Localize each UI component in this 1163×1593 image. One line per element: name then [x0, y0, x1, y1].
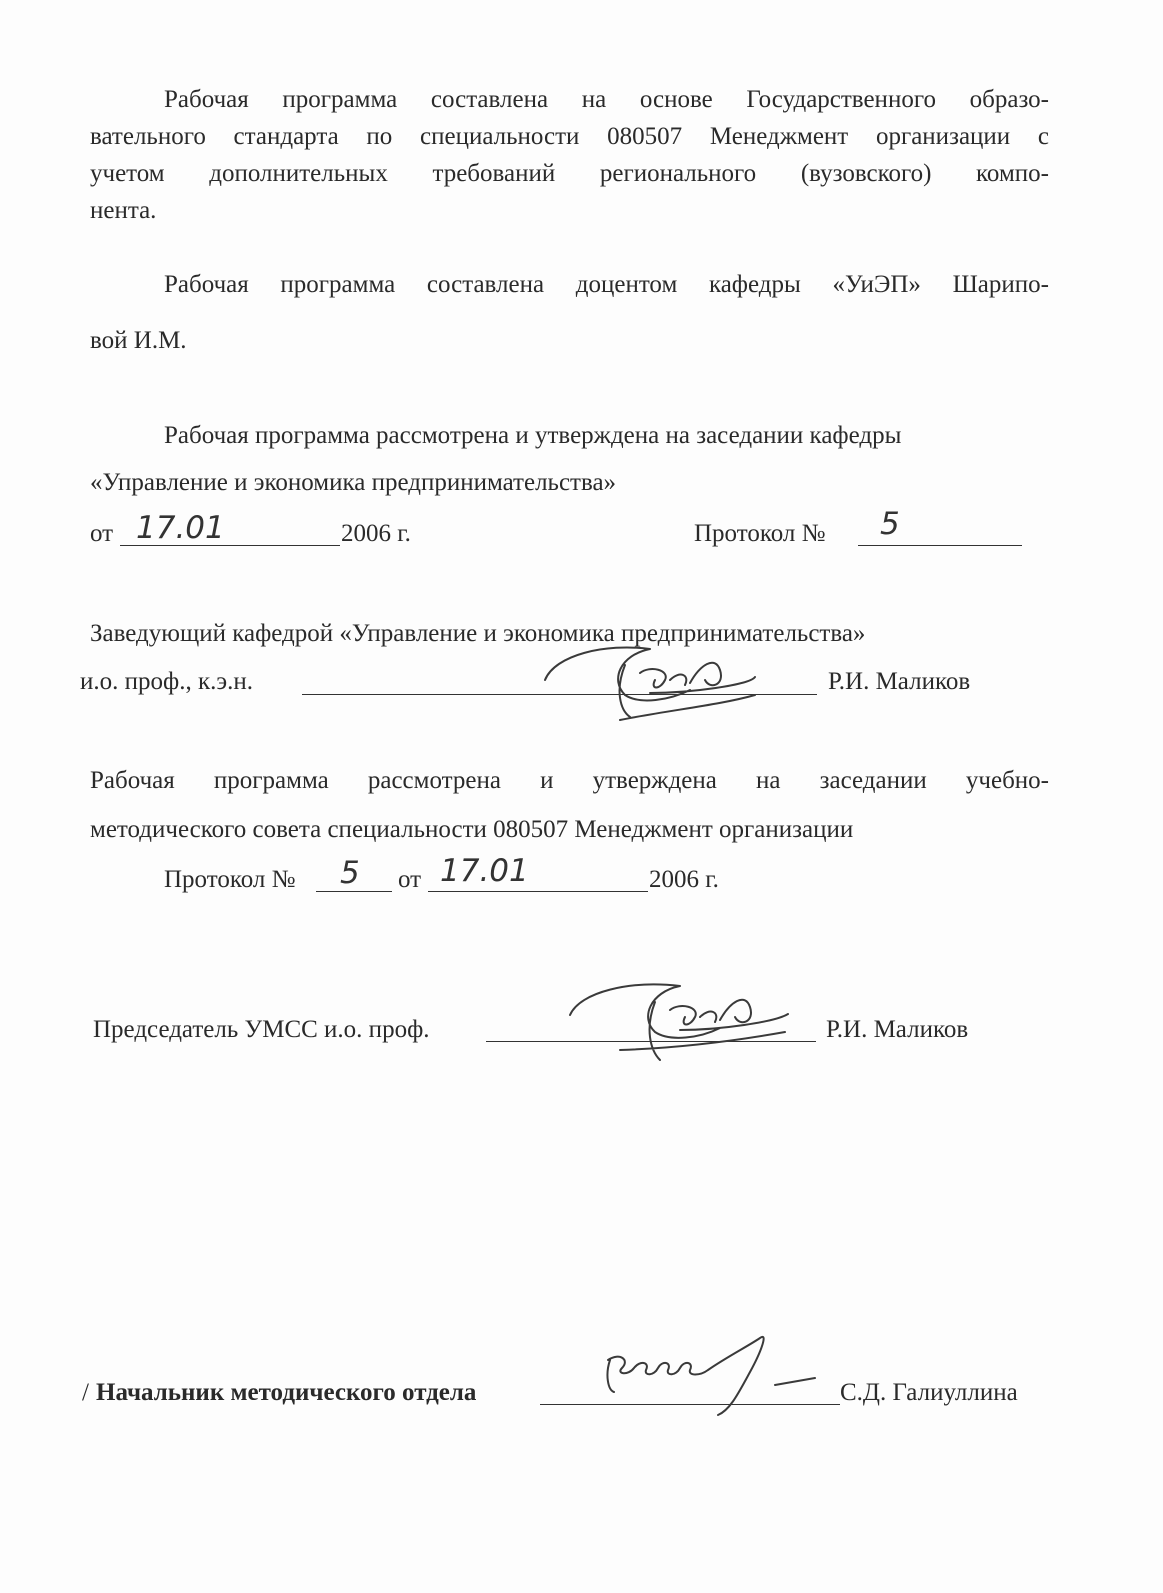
methodical-slash: /: [82, 1379, 89, 1406]
council-date-prefix: от: [398, 866, 422, 893]
paragraph1-line4: нента.: [90, 197, 157, 224]
chairman-name: Р.И. Маликов: [826, 1016, 969, 1043]
methodical-signature: [600, 1330, 830, 1425]
methodical-label: Начальник методического отдела: [96, 1379, 477, 1406]
head-title: и.о. проф., к.э.н.: [80, 668, 253, 695]
council-protocol-handwritten: 5: [340, 855, 360, 891]
paragraph3-line1: Рабочая программа рассмотрена и утверждена на заседании кафедры: [164, 422, 902, 449]
head-signature: [530, 635, 770, 725]
methodical-name: С.Д. Галиуллина: [840, 1379, 1018, 1406]
paragraph2-line1: Рабочая программа составлена доцентом кафедры «УиЭП» Шарипо-: [164, 271, 1049, 298]
council-line2: методического совета специальности 080507 Менеджмент организации: [90, 816, 854, 843]
paragraph1-line3: учетом дополнительных требований регионального (вузовского) компо-: [90, 160, 1049, 187]
council-year: 2006 г.: [649, 866, 719, 893]
council-date-handwritten: 17.01: [440, 853, 529, 889]
council-line1: Рабочая программа рассмотрена и утверждена на заседании учебно-: [90, 767, 1049, 794]
council-protocol-label: Протокол №: [164, 866, 296, 893]
department-year: 2006 г.: [341, 520, 411, 547]
paragraph2-line2: вой И.М.: [90, 327, 187, 354]
department-date-prefix: от: [90, 520, 114, 547]
council-date-blank: [428, 891, 648, 892]
head-name: Р.И. Маликов: [828, 668, 971, 695]
department-protocol-label: Протокол №: [694, 520, 826, 547]
paragraph1-line1: Рабочая программа составлена на основе Государственного образо-: [164, 86, 1049, 113]
department-protocol-handwritten: 5: [880, 506, 900, 542]
department-protocol-blank: [858, 545, 1022, 546]
department-date-handwritten: 17.01: [136, 510, 225, 546]
chairman-signature: [560, 970, 800, 1070]
chairman-label: Председатель УМСС и.о. проф.: [93, 1016, 430, 1043]
paragraph1-line2: вательного стандарта по специальности 080507 Менеджмент организации с: [90, 123, 1049, 150]
council-protocol-blank: [316, 891, 392, 892]
paragraph3-line2: «Управление и экономика предпринимательства»: [90, 469, 617, 496]
head-line1: Заведующий кафедрой «Управление и экономика предпринимательства»: [90, 620, 866, 647]
